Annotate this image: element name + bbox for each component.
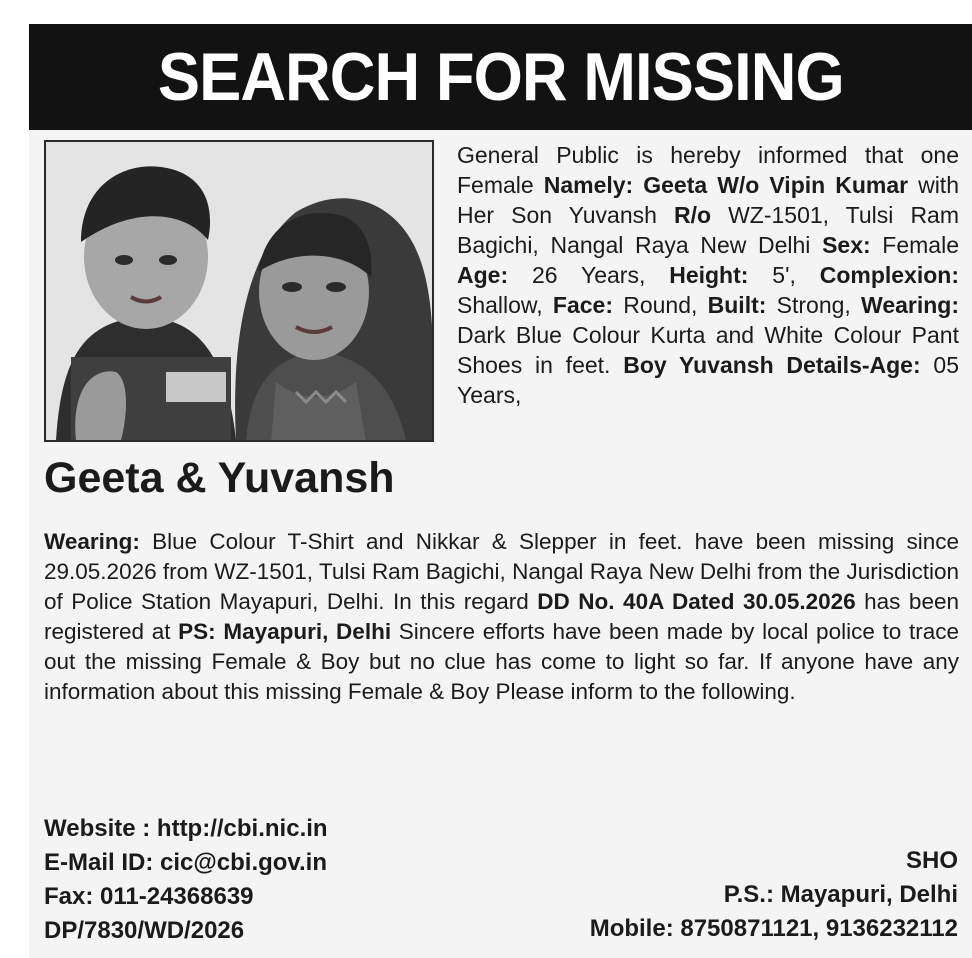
complexion-label: Complexion:: [819, 262, 959, 288]
body-text: has been registered at: [44, 589, 959, 644]
sex-label: Sex:: [822, 232, 871, 258]
reference-number: DP/7830/WD/2026: [44, 917, 245, 944]
officer-station: P.S.: Mayapuri, Delhi: [723, 881, 958, 908]
missing-persons-photo: [44, 140, 434, 442]
age-label: Age:: [457, 262, 509, 288]
notice-header: [29, 24, 972, 130]
address-text: WZ-1501, Tulsi Ram Bagichi, Nangal Raya New Delhi: [457, 202, 960, 258]
built-label: Built:: [707, 292, 767, 318]
body-text: Sincere efforts have been made by local police to trace out the missing Female & Boy but no clue has come to light so far. If anyone have any information about this missing Female & Boy Please inform to the following.: [44, 619, 959, 704]
wearing-label: Wearing:: [861, 292, 960, 318]
text-segment: General Public is hereby informed that one Female: [457, 142, 959, 198]
officer-title: SHO: [905, 847, 958, 874]
wearing-value: Dark Blue Colour Kurta and White Colour Pant Shoes in feet.: [457, 322, 959, 378]
text-segment: with Her Son Yuvansh: [457, 172, 959, 228]
email-line: E-Mail ID: cic@cbi.gov.in: [44, 849, 327, 876]
website-line: Website : http://cbi.nic.in: [44, 815, 328, 842]
complexion-value: Shallow,: [457, 292, 553, 318]
officer-mobile: Mobile: 8750871121, 9136232112: [589, 915, 958, 942]
face-label: Face:: [552, 292, 613, 318]
police-station: PS: Mayapuri, Delhi: [178, 619, 392, 644]
photo-illustration: [46, 142, 432, 440]
name-label: Namely: Geeta W/o Vipin Kumar: [543, 172, 909, 198]
photo-caption: Geeta & Yuvansh: [44, 454, 395, 502]
face-value: Round,: [613, 292, 708, 318]
age-value: 26 Years,: [508, 262, 670, 288]
residence-label: R/o: [673, 202, 712, 228]
height-value: 5',: [748, 262, 820, 288]
height-label: Height:: [669, 262, 749, 288]
built-value: Strong,: [766, 292, 862, 318]
notice-description: [457, 140, 959, 410]
notice-body: [44, 527, 959, 707]
notice-title: SEARCH FOR MISSING: [157, 39, 844, 115]
notice: [29, 24, 972, 958]
fax-line: Fax: 011-24368639: [44, 883, 254, 910]
body-text: Blue Colour T-Shirt and Nikkar & Slepper in feet. have been missing since 29.05.2026 from WZ-1501, Tulsi Ram Bagichi, Nangal Raya New Delhi from the Jurisdiction of Police Station Mayapuri, Delhi. In this regard: [44, 529, 959, 614]
boy-age-value: 05 Years,: [457, 352, 959, 408]
dd-number: DD No. 40A Dated 30.05.2026: [537, 589, 856, 614]
sex-value: Female: [870, 232, 959, 258]
boy-details-label: Boy Yuvansh Details-Age:: [623, 352, 921, 378]
boy-wearing-label: Wearing:: [44, 529, 140, 554]
officer-info: [398, 844, 958, 946]
